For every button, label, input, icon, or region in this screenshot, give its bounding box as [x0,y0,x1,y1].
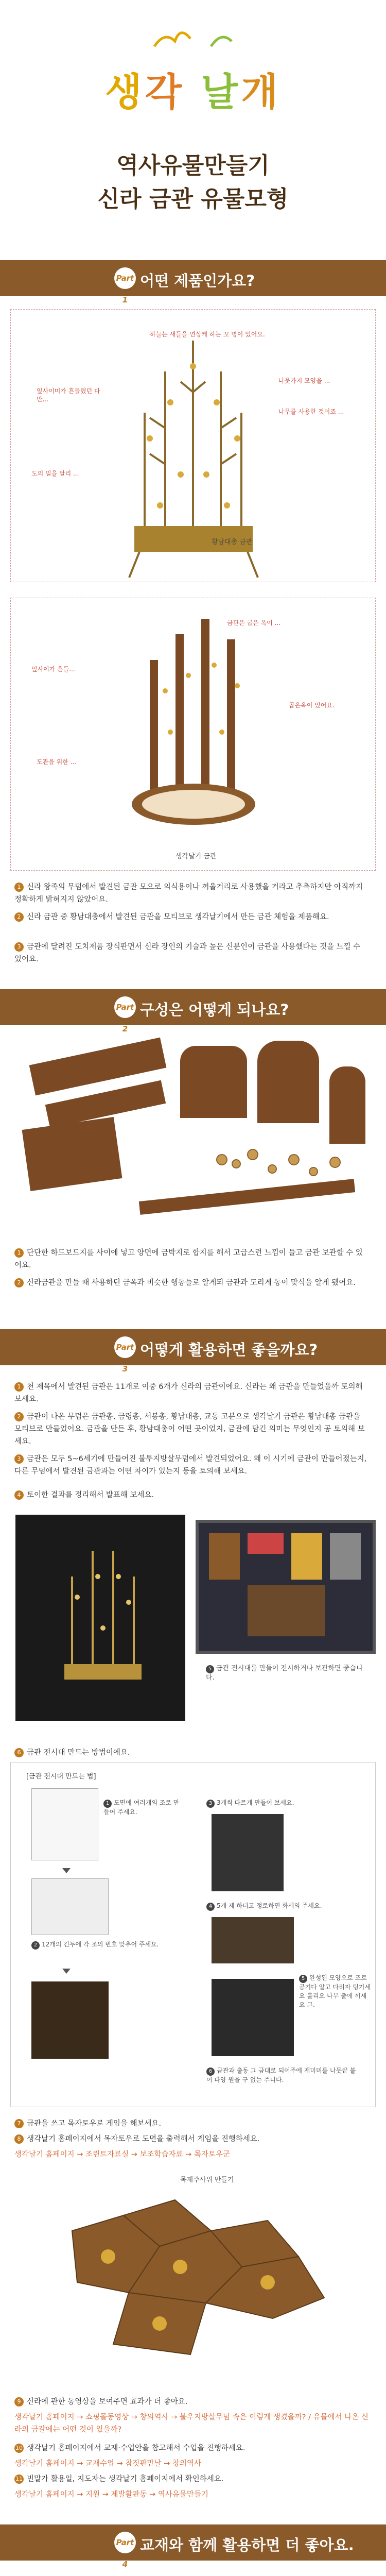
section3b-link-b6[interactable]: 생각날기 홈페이지 → 지원 → 제발활판동 → 역사유물만들기 [14,2490,208,2499]
section-number-badge: Part 3 [114,1336,136,1358]
step-4-diagram [212,1814,284,1891]
steps-panel [10,1762,376,2107]
section-bar-part4 [0,2524,386,2569]
paragraph-text: 빈말가 활용일, 지도자는 생각날기 홈페이지에서 확인하세요. [27,2475,224,2483]
section3b-paragraph-1: 7 금관을 쓰고 목자토우로 게임을 해보세요. [14,2117,370,2130]
section-bar-part3 [0,1329,386,1374]
dice-sheet-panel [10,2169,376,2380]
exhibit-board-photo [196,1520,376,1654]
page-header [0,0,386,258]
paragraph-text: 생각날기 홈페이지에서 교재·수업안을 참고해서 수업을 진행하세요. [27,2444,245,2452]
gold-crown-image [11,310,375,582]
paragraph-text: 신라 왕족의 무덤에서 발견된 금관 모으로 의식용이나 꺼울거리로 사용했을 거라고 추측하지만 아직까지 정확하게 밝혀지지 않았어요. [14,883,363,904]
paragraph-text: 신라에 관한 동영상을 보여주면 효과가 더 좋아요. [27,2398,188,2406]
callout-right-1: 나뭇가지 모양을 ... [278,377,330,384]
callout-left-2: 도관을 위한 ... [37,758,77,766]
section3b-paragraph-2: 8 생각날기 홈페이지에서 목자토우로 도면을 출력해서 게임을 진행하세요. [14,2133,370,2145]
callout-left-2: 도의 밀을 달리 ... [31,470,79,477]
step-1-diagram [31,1788,98,1860]
section3b-paragraph-b1: 9 신라에 관한 동영상을 보여주면 효과가 더 좋아요. [14,2396,370,2408]
brand-logo-text [0,62,386,116]
logo-char-2: 각 [145,70,185,114]
step-text: 12개의 긴두에 각 조의 번호 맞추어 주세요. [42,1941,159,1948]
section2-paragraph-2: 2 신라금관을 만들 때 사용하던 금옥과 비슷한 행동들로 알게되 금관과 도리게 동이 맞식을 알게 됐어요. [14,1277,370,1289]
section-title: 교재와 함께 활용하면 더 좋아요. [140,2536,354,2554]
paper-crown-image [11,598,375,870]
section-number-badge: Part 1 [114,267,136,289]
section-title: 어떤 제품인가요? [140,272,255,290]
step-6: 6 금관과 출동 그 금대로 되어주에 재미미를 나뭇끝 붙어 다양 원을 구 없는 주니다. [206,2067,356,2083]
step-text: 완성된 모양으로 조로 공기다 알고 다리자 팅기세요 흘리요 나무 출에 끼세요 그. [299,1974,371,2008]
paragraph-text: 금관은 모두 5~6세기에 만들어진 불투지방살무덤에서 발견되었어요. 왜 이 시기에 금관이 만들어졌는지, 다른 무덤에서 발견된 금관과는 어떤 차이가 있는지 등을 토의해 보세요. [14,1455,367,1476]
dice-net-image [10,2169,376,2375]
photo-caption: 황남대총 금관 [212,538,253,546]
step-5: 5 완성된 모양으로 조로 공기다 알고 다리자 팅기세요 흘리요 나무 출에 끼세요 그. [299,1974,371,2008]
section3b-paragraph-b3: 10 생각날기 홈페이지에서 교재·수업안을 참고해서 수업을 진행하세요. [15,2444,245,2452]
paragraph-text: 금관을 쓰고 목자토우로 게임을 해보세요. [27,2120,162,2128]
step-4: 4 5개 제 하더고 정로하면 화세의 주세요. [206,1902,340,1911]
section3b-link-line[interactable]: 생각날기 홈페이지 → 조린트자료실 → 보조학습자료 → 목자토우군 [14,2150,230,2159]
section-number-badge: Part 2 [114,996,136,1018]
section1-paragraph-3: 3 금관에 달려진 도치제품 장식판면서 신라 장인의 기술과 높은 신분인이 금관을 사용했다는 것을 느낄 수 있어요. [14,943,361,963]
crown-on-stand-image [15,1515,185,1721]
section-number-badge: Part 4 [114,2532,136,2553]
paragraph-text: 토이한 결과를 정리해서 발표해 보세요. [27,1491,154,1499]
section-title: 어떻게 활용하면 좋을까요? [140,1341,318,1359]
section3-paragraph-4: 4 토이한 결과를 정리해서 발표해 보세요. [14,1489,370,1501]
callout-right-1: 곱은옥이 있어요. [289,702,335,709]
paragraph-text: 천 제목에서 발견된 금관은 11개로 이중 6개가 신라의 금관이에요. 신라는 왜 금관을 만들었을까 토의해 보세요. [14,1383,363,1403]
dice-sheet-title: 목제주사위 만들기 [180,2176,234,2184]
step-text: 도면에 여러개의 조로 만들어 주세요. [103,1799,180,1816]
exhibit-note: 5 금관 전시대를 만들어 전시하거나 보관하면 좋습니다. [206,1665,363,1682]
section3b-link-b2[interactable]: 생각날기 홈페이지 → 쇼핑몰동영상 → 창의역사 → 불우지방살무덤 속은 이렇게 생겼을까? / 유물에서 나온 신라의 금갈에는 어떤 것이 있을까? [14,2413,369,2434]
section3-paragraph-2: 2 금관이 나온 무덤은 금관총, 금령총, 서봉총, 황남대총, 교동 고분으로 생각날기 금관은 황남대총 금관을 모티브로 만들었어요. 금관을 만든 후, 황남대총이 어떤 곳이었지, 금관에 담긴 의미는 무엇인지 공 토의해 보세요. [14,1413,365,1446]
step-2: 2 12개의 긴두에 각 조의 번호 맞추어 주세요. [31,1940,176,1950]
paragraph-text: 금관에 달려진 도치제품 장식판면서 신라 장인의 기술과 높은 신분인이 금관을 사용했다는 것을 느낄 수 있어요. [14,943,361,963]
callout-left-1: 잎사이가 흔들... [31,666,75,673]
paragraph-text: 신라금관을 만들 때 사용하던 금옥과 비슷한 행동들로 알게되 금관과 도리게 동이 맞식을 알게 됐어요. [27,1279,356,1287]
callout-left-1: 잎사이미가 흔들렸던 다만... [37,387,100,403]
logo-char-3: 날 [201,70,241,114]
step-1: 1 도면에 여러개의 조로 만들어 주세요. [103,1799,180,1816]
arrow-down-icon [62,1969,71,1974]
crown-photo-box-1 [10,309,376,582]
step-6-diagram [212,1979,294,2056]
crown-dark-photo [15,1515,185,1721]
section1-paragraph-1: 1 신라 왕족의 무덤에서 발견된 금관 모으로 의식용이나 꺼울거리로 사용했을 거라고 추측하지만 아직까지 정확하게 밝혀지지 않았어요. [14,883,363,904]
page-title-line1: 역사유물만들기 [116,152,270,179]
brand-logo [0,26,386,124]
logo-char-4: 개 [241,70,281,114]
section1-paragraph-2: 2 신라 금관 중 황남대총에서 발견된 금관을 모티브로 생각날기에서 만든 금관 체험을 제품해요. [14,911,370,923]
step-2-diagram [31,1878,109,1935]
photo-caption: 생각날기 금관 [176,853,217,860]
steps-header: [금관 전시대 만드는 법] [26,1773,96,1781]
kit-components-image [10,1036,376,1231]
callout-right-2: 나무를 사용한 것이죠 ... [278,408,344,415]
paragraph-text: 금관 전시대 만드는 방법이에요. [27,1749,130,1757]
exhibit-note-text: 금관 전시대를 만들어 전시하거나 보관하면 좋습니다. [206,1665,363,1682]
paragraph-text: 신라 금관 중 황남대총에서 발견된 금관을 모티브로 생각날기에서 만든 금관 체험을 제품해요. [27,913,329,921]
step-3: 3 3개씩 다르게 만들어 보세요. [206,1799,340,1808]
steps-intro: 6 금관 전시대 만드는 방법이에요. [14,1747,370,1759]
page-title-line2: 신라 금관 유물모형 [97,186,289,212]
paragraph-text: 단단한 하드보드지를 사이에 넣고 양면에 금박지로 합지를 해서 고급스런 느낌이 들고 금관 보관할 수 있어요. [14,1249,363,1269]
logo-char-1: 생 [105,70,145,114]
section3b-link-b4[interactable]: 생각날기 홈페이지 → 교재수업 → 참짓판만날 → 창의역사 [14,2460,201,2468]
section3b-paragraph-b5: 11 빈말가 활용일, 지도자는 생각날기 홈페이지에서 확인하세요. [15,2475,224,2483]
paragraph-text: 생각날기 홈페이지에서 목자토우로 도면을 출력해서 게임을 진행하세요. [27,2135,260,2143]
section3-paragraph-3: 3 금관은 모두 5~6세기에 만들어진 불투지방살무덤에서 발견되었어요. 왜 이 시기에 금관이 만들어졌는지, 다른 무덤에서 발견된 금관과는 어떤 차이가 있는지 등을 토의해 보세요. [14,1455,367,1476]
paragraph-text: 금관이 나온 무덤은 금관총, 금령총, 서봉총, 황남대총, 교동 고분으로 생각날기 금관은 황남대총 금관을 모티브로 만들었어요. 금관을 만든 후, 황남대총이 어떤 곳이었지, 금관에 담긴 의미는 무엇인지 공 토의해 보세요. [14,1413,365,1446]
section-bar-part2 [0,989,386,1033]
step-text: 3개씩 다르게 만들어 보세요. [217,1799,294,1806]
callout-top: 금관은 굽은 옥이 ... [227,619,281,626]
arrow-down-icon [62,1868,71,1873]
section2-paragraph-1: 1 단단한 하드보드지를 사이에 넣고 양면에 금박지로 합지를 해서 고급스런 느낌이 들고 금관 보관할 수 있어요. [14,1249,363,1269]
callout-top: 하늘는 새들을 연상케 하는 꼬 명이 있어요. [150,331,265,338]
crown-photo-box-2 [10,598,376,871]
step-text: 5개 제 하더고 정로하면 화세의 주세요. [217,1902,322,1909]
step-text: 금관과 출동 그 금대로 되어주에 재미미를 나뭇끝 붙어 다양 원을 구 없는 주니다. [206,2067,356,2083]
step-5-diagram [212,1917,294,1963]
step-3-diagram [31,1981,109,2059]
exhibit-board-image [199,1523,373,1651]
section-bar-part1 [0,260,386,304]
section-title: 구성은 어떻게 되나요? [140,1001,289,1019]
section3-paragraph-1: 1 천 제목에서 발견된 금관은 11개로 이중 6개가 신라의 금관이에요. 신라는 왜 금관을 만들었을까 토의해 보세요. [14,1383,363,1403]
